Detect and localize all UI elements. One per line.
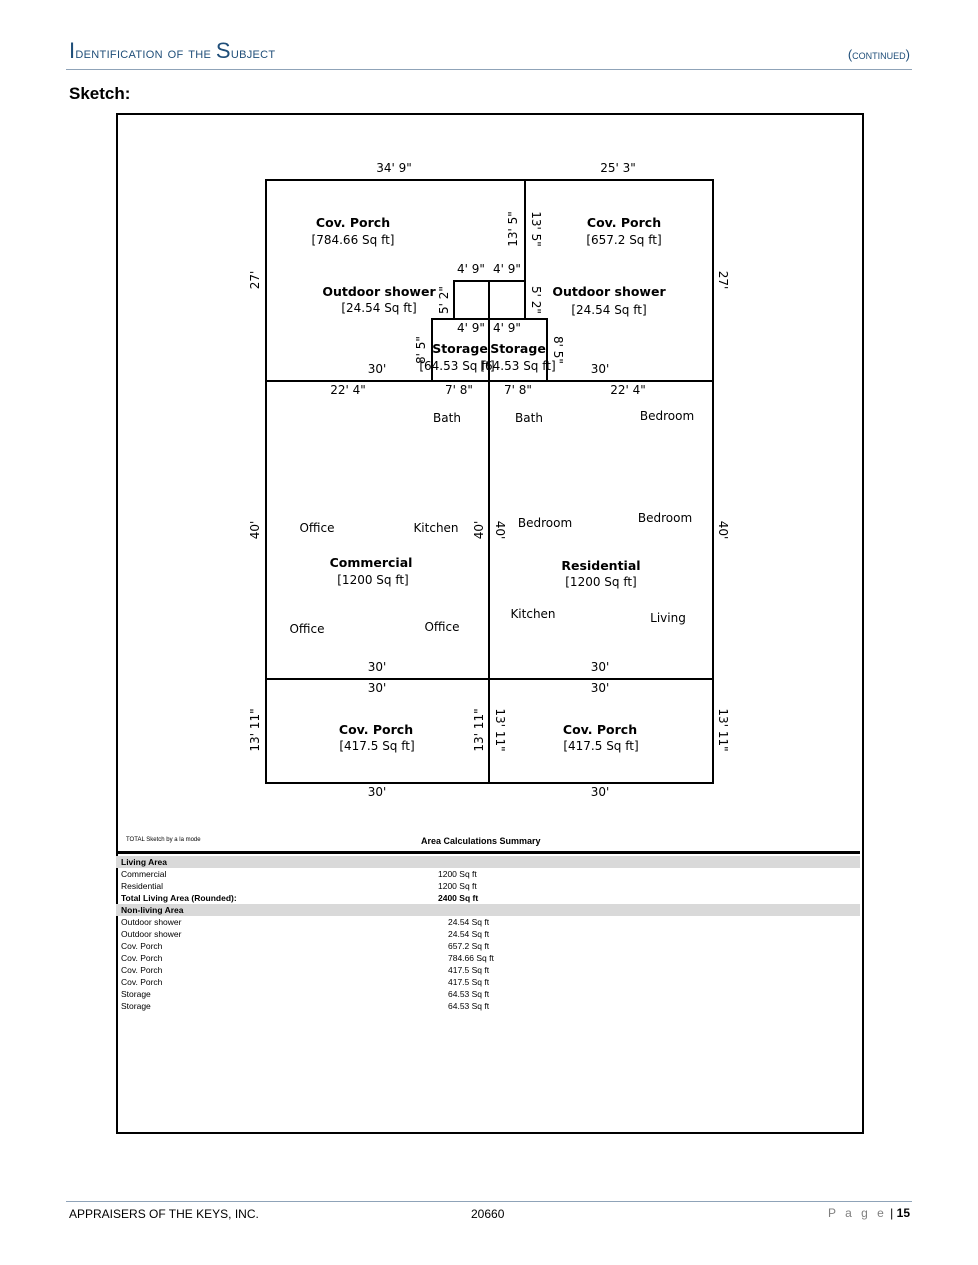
sketch-heading: Sketch:	[69, 84, 131, 103]
footer-divider	[66, 1201, 912, 1202]
summary-row-value: 1200 Sq ft	[438, 881, 477, 891]
room-living: Living	[650, 611, 686, 625]
porch-ll-area: [417.5 Sq ft]	[339, 739, 415, 753]
summary-row	[116, 988, 860, 1000]
room-bedroom-upper-right: Bedroom	[639, 409, 695, 423]
footer-page	[828, 1206, 910, 1220]
room-office-lower-right: Office	[424, 620, 460, 634]
summary-title: Area Calculations Summary	[421, 836, 541, 846]
summary-section-row	[116, 856, 860, 868]
dim-main-left: 40'	[248, 520, 262, 540]
dim-main-mid-left: 40'	[472, 520, 486, 540]
summary-row-name: Outdoor shower	[121, 917, 182, 927]
summary-row	[116, 940, 860, 952]
dim-main-bottom-right: 30'	[590, 660, 610, 674]
room-office-lower-left: Office	[289, 622, 325, 636]
dim-lower-bottom-left: 30'	[367, 785, 387, 799]
dim-storage-w-right: 4' 9"	[493, 321, 521, 335]
room-bath-left: Bath	[433, 411, 461, 425]
shower-r-name: Outdoor shower	[552, 284, 666, 299]
summary-row-name: Cov. Porch	[121, 941, 163, 951]
summary-row	[116, 928, 860, 940]
dim-main-bottom-left: 30'	[367, 660, 387, 674]
summary-row-name: Non-living Area	[121, 905, 184, 915]
dim-shower-w-left: 4' 9"	[457, 262, 485, 276]
dim-lower-right: 13' 11"	[716, 708, 730, 752]
summary-row-name: Storage	[121, 1001, 151, 1011]
summary-row-value: 417.5 Sq ft	[448, 977, 490, 987]
dim-lower-left: 13' 11"	[248, 708, 262, 752]
room-office-left: Office	[299, 521, 335, 535]
summary-row-name: Total Living Area (Rounded):	[121, 893, 237, 903]
summary-row-value: 784.66 Sq ft	[448, 953, 494, 963]
summary-row-name: Residential	[121, 881, 164, 891]
room-bedroom-right: Bedroom	[637, 511, 693, 525]
dim-right-upper: 27'	[716, 270, 730, 290]
dim-upper-bottom-left: 30'	[367, 362, 387, 376]
commercial-area: [1200 Sq ft]	[337, 573, 409, 587]
summary-row-value: 657.2 Sq ft	[448, 941, 490, 951]
page-section-title: Identification of the Subject	[69, 38, 276, 63]
dim-storage-w-left: 4' 9"	[457, 321, 485, 335]
summary-row-value: 64.53 Sq ft	[448, 1001, 490, 1011]
dim-main-top-midleft: 7' 8"	[445, 383, 473, 397]
sketch-software-label: TOTAL Sketch by a la mode	[126, 837, 201, 843]
dim-main-mid-right: 40'	[493, 520, 507, 540]
dim-lower-mid-right: 13' 11"	[493, 708, 507, 752]
storage-r-name: Storage	[490, 341, 546, 356]
dim-lower-bottom-right: 30'	[590, 785, 610, 799]
dim-main-top-midright: 7' 8"	[504, 383, 532, 397]
summary-row	[116, 916, 860, 928]
storage-r-area: [64.53 Sq ft]	[480, 359, 556, 373]
summary-row-name: Commercial	[121, 869, 167, 879]
footer-file-number: 20660	[471, 1207, 505, 1221]
summary-row-value: 24.54 Sq ft	[448, 929, 490, 939]
continued-label: (continued)	[847, 47, 910, 62]
room-bath-right: Bath	[515, 411, 543, 425]
dim-shower-h-left: 5' 2"	[437, 286, 451, 314]
summary-row-value: 64.53 Sq ft	[448, 989, 490, 999]
dim-storage-h-right: 8' 5"	[551, 336, 565, 364]
summary-row	[116, 892, 860, 904]
shower-r-area: [24.54 Sq ft]	[571, 303, 647, 317]
summary-row-value: 2400 Sq ft	[438, 893, 479, 903]
shower-l-name: Outdoor shower	[322, 284, 436, 299]
porch-ul-area: [784.66 Sq ft]	[311, 233, 395, 247]
dim-top-right: 25' 3"	[600, 161, 636, 175]
summary-row	[116, 952, 860, 964]
summary-row	[116, 880, 860, 892]
dim-lower-top-right: 30'	[590, 681, 610, 695]
summary-row-name: Cov. Porch	[121, 965, 163, 975]
room-bedroom-mid: Bedroom	[517, 516, 573, 530]
porch-ur-name: Cov. Porch	[586, 215, 662, 230]
porch-lr-name: Cov. Porch	[562, 722, 638, 737]
dim-lower-mid-left: 13' 11"	[472, 708, 486, 752]
commercial-name: Commercial	[329, 555, 413, 570]
dim-mid-right: 13' 5"	[529, 211, 543, 247]
room-kitchen-right: Kitchen	[510, 607, 556, 621]
summary-row-value: 24.54 Sq ft	[448, 917, 490, 927]
summary-row-name: Cov. Porch	[121, 953, 163, 963]
dim-mid-left: 13' 5"	[506, 211, 520, 247]
storage-l-area: [64.53 Sq ft]	[419, 359, 495, 373]
dim-shower-h-right: 5' 2"	[529, 286, 543, 314]
summary-row-name: Cov. Porch	[121, 977, 163, 987]
dim-main-top-right: 22' 4"	[610, 383, 646, 397]
shower-l-area: [24.54 Sq ft]	[341, 301, 417, 315]
dim-main-right: 40'	[716, 520, 730, 540]
porch-ur-area: [657.2 Sq ft]	[586, 233, 662, 247]
page-word: P a g e	[828, 1206, 887, 1220]
summary-table	[116, 856, 860, 1012]
residential-area: [1200 Sq ft]	[565, 575, 637, 589]
dim-upper-bottom-right: 30'	[590, 362, 610, 376]
footer-company: APPRAISERS OF THE KEYS, INC.	[69, 1207, 259, 1221]
dim-main-top-left: 22' 4"	[330, 383, 366, 397]
dim-storage-h-left: 8' 5"	[414, 336, 428, 364]
porch-ul-name: Cov. Porch	[315, 215, 391, 230]
storage-l-name: Storage	[432, 341, 488, 356]
summary-row-name: Outdoor shower	[121, 929, 182, 939]
summary-row	[116, 976, 860, 988]
porch-ll-name: Cov. Porch	[338, 722, 414, 737]
porch-lr-area: [417.5 Sq ft]	[563, 739, 639, 753]
page-number: 15	[896, 1206, 910, 1220]
summary-row	[116, 868, 860, 880]
dim-shower-w-right: 4' 9"	[493, 262, 521, 276]
summary-row-name: Storage	[121, 989, 151, 999]
room-kitchen-left: Kitchen	[413, 521, 459, 535]
page-separator: |	[890, 1206, 894, 1220]
summary-row-value: 417.5 Sq ft	[448, 965, 490, 975]
summary-section-row	[116, 904, 860, 916]
summary-divider	[116, 851, 860, 854]
residential-name: Residential	[561, 558, 641, 573]
summary-row-name: Living Area	[121, 857, 167, 867]
summary-row	[116, 964, 860, 976]
summary-row-value: 1200 Sq ft	[438, 869, 477, 879]
dim-left-upper: 27'	[248, 270, 262, 290]
summary-row	[116, 1000, 860, 1012]
dim-top-left: 34' 9"	[376, 161, 412, 175]
dim-lower-top-left: 30'	[367, 681, 387, 695]
